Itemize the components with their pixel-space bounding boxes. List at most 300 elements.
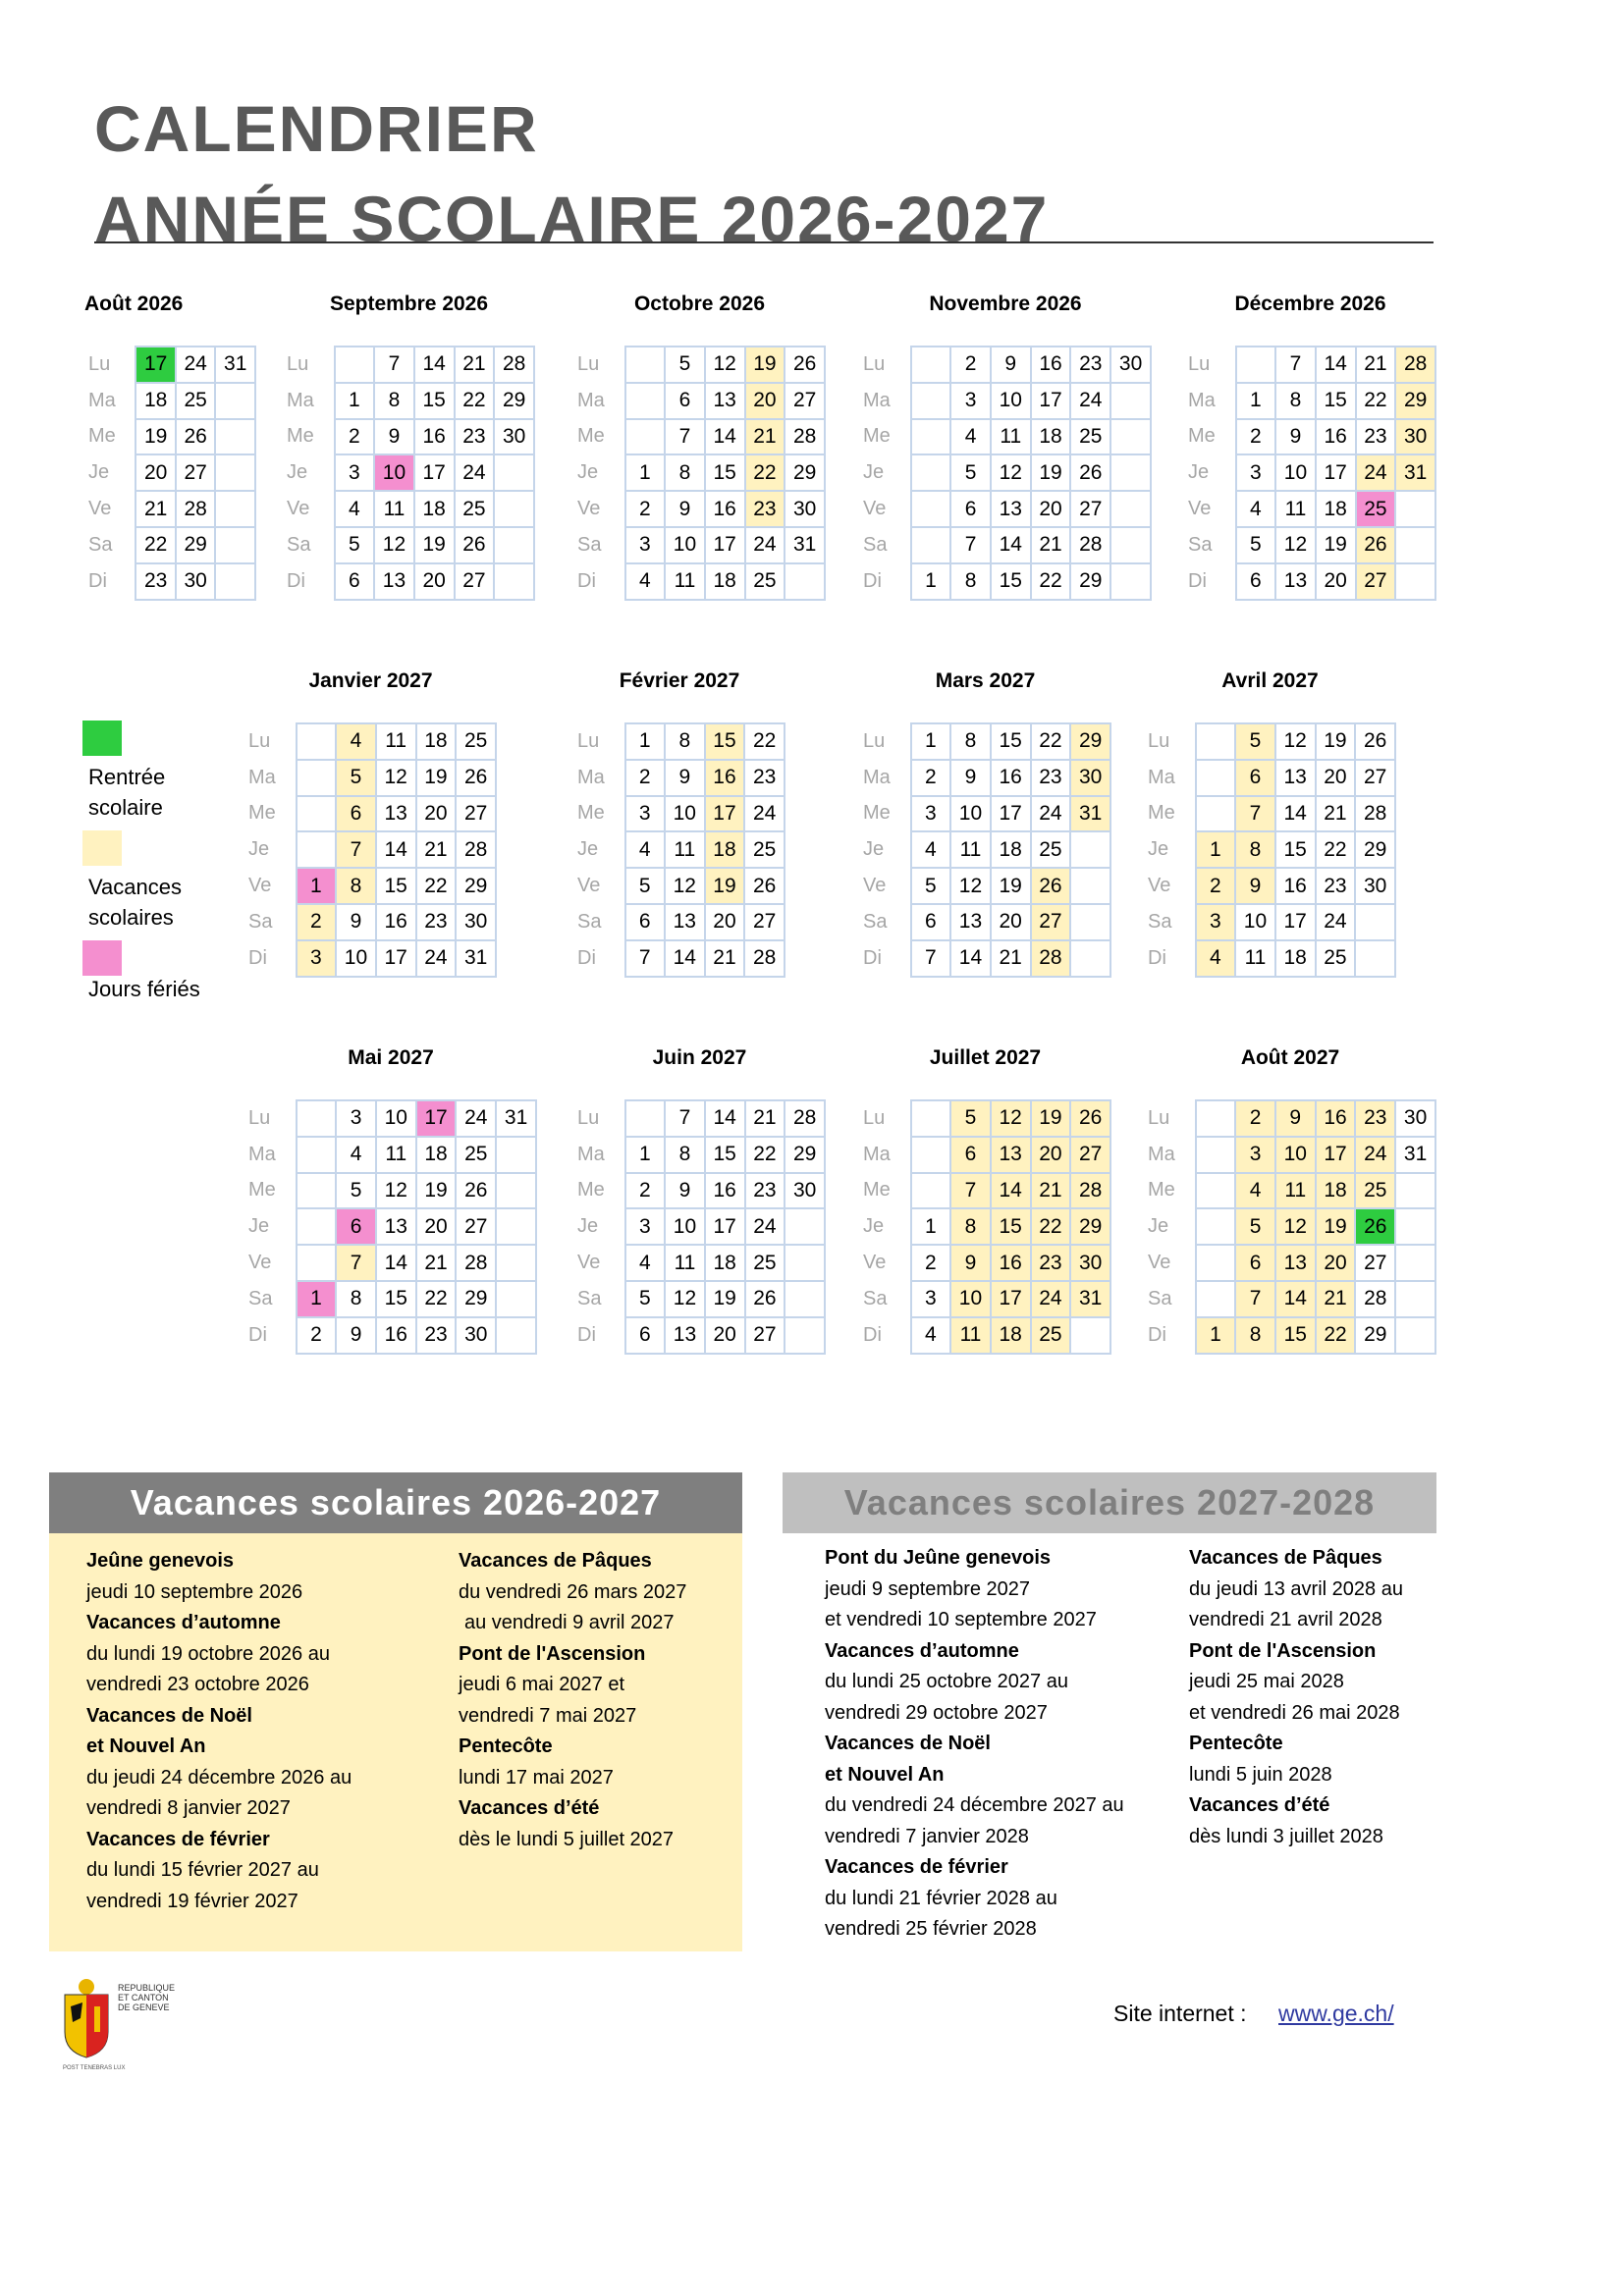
week-row bbox=[244, 1208, 536, 1245]
week-row bbox=[573, 831, 785, 868]
week-row bbox=[84, 527, 255, 563]
week-row bbox=[573, 1281, 825, 1317]
day-cell: 16 bbox=[376, 1317, 416, 1354]
week-row bbox=[573, 1100, 825, 1137]
day-cell: 31 bbox=[496, 1100, 536, 1137]
day-cell: 25 bbox=[1070, 419, 1110, 455]
week-row bbox=[859, 831, 1110, 868]
month-title: Août 2026 bbox=[84, 293, 184, 315]
day-cell: 4 bbox=[336, 1137, 376, 1173]
day-cell: 9 bbox=[336, 904, 376, 940]
day-label: Me bbox=[1148, 1179, 1175, 1201]
day-cell bbox=[1110, 491, 1151, 527]
day-cell: 24 bbox=[745, 527, 785, 563]
day-cell: 15 bbox=[376, 1281, 416, 1317]
day-cell: 8 bbox=[1235, 831, 1275, 868]
day-label: Je bbox=[248, 838, 270, 861]
day-cell: 18 bbox=[416, 1137, 457, 1173]
day-cell: 11 bbox=[1275, 491, 1316, 527]
day-cell: 28 bbox=[1070, 1173, 1110, 1209]
day-cell: 9 bbox=[950, 1245, 991, 1281]
day-cell: 30 bbox=[1070, 760, 1110, 796]
day-cell: 7 bbox=[665, 419, 705, 455]
day-cell bbox=[215, 454, 255, 491]
day-cell: 17 bbox=[1316, 454, 1356, 491]
day-cell bbox=[911, 383, 951, 419]
day-cell: 26 bbox=[1031, 868, 1071, 904]
day-cell bbox=[625, 419, 666, 455]
month-table bbox=[859, 722, 1111, 978]
holiday-heading: Vacances d’automne bbox=[86, 1612, 281, 1633]
week-row bbox=[283, 419, 534, 455]
day-cell: 7 bbox=[336, 1245, 376, 1281]
holiday-dates: lundi 17 mai 2027 bbox=[459, 1766, 614, 1789]
day-cell: 28 bbox=[1355, 1281, 1395, 1317]
day-cell: 9 bbox=[950, 760, 991, 796]
day-cell: 16 bbox=[414, 419, 455, 455]
day-cell: 21 bbox=[1031, 1173, 1071, 1209]
day-cell: 13 bbox=[950, 904, 991, 940]
day-cell bbox=[496, 1317, 536, 1354]
day-cell: 27 bbox=[744, 904, 785, 940]
day-cell: 3 bbox=[950, 383, 991, 419]
day-cell bbox=[1395, 1281, 1435, 1317]
holiday-heading: Vacances de Pâques bbox=[459, 1550, 652, 1572]
day-cell: 15 bbox=[1316, 383, 1356, 419]
day-cell: 8 bbox=[374, 383, 414, 419]
day-label: Lu bbox=[863, 1106, 886, 1129]
week-row bbox=[1144, 1208, 1435, 1245]
day-cell: 19 bbox=[1316, 723, 1356, 760]
page-subtitle: ANNÉE SCOLAIRE 2026-2027 bbox=[94, 183, 1050, 255]
day-cell: 19 bbox=[705, 1281, 745, 1317]
day-cell: 12 bbox=[705, 347, 745, 383]
day-cell: 13 bbox=[1275, 760, 1316, 796]
week-row bbox=[859, 527, 1151, 563]
week-row bbox=[244, 831, 496, 868]
day-cell: 26 bbox=[1355, 1208, 1395, 1245]
week-row bbox=[859, 1281, 1110, 1317]
day-cell: 9 bbox=[665, 1173, 705, 1209]
day-cell: 30 bbox=[1395, 1100, 1435, 1137]
day-label: Je bbox=[88, 461, 110, 484]
day-cell: 4 bbox=[911, 831, 951, 868]
day-cell: 15 bbox=[705, 723, 745, 760]
vacances-2027-2028-title: Vacances scolaires 2027-2028 bbox=[783, 1472, 1436, 1533]
week-row bbox=[1184, 527, 1435, 563]
week-row bbox=[573, 1317, 825, 1354]
day-cell: 5 bbox=[1235, 723, 1275, 760]
day-label: Ma bbox=[863, 1143, 891, 1165]
day-cell: 7 bbox=[911, 940, 951, 977]
week-row bbox=[1184, 491, 1435, 527]
day-label: Lu bbox=[88, 352, 111, 375]
day-cell: 11 bbox=[991, 419, 1031, 455]
day-cell: 31 bbox=[1395, 454, 1435, 491]
day-label: Je bbox=[1148, 838, 1169, 861]
day-cell: 30 bbox=[1355, 868, 1395, 904]
day-cell: 26 bbox=[745, 1281, 785, 1317]
day-label: Me bbox=[248, 802, 276, 825]
day-cell: 16 bbox=[991, 760, 1031, 796]
day-cell: 29 bbox=[456, 1281, 496, 1317]
day-cell: 17 bbox=[705, 1208, 745, 1245]
holiday-dates: du lundi 25 octobre 2027 au bbox=[825, 1671, 1068, 1692]
day-cell bbox=[297, 796, 337, 832]
day-label: Ve bbox=[863, 1252, 887, 1274]
day-label: Ve bbox=[577, 875, 601, 897]
legend-rentree-swatch bbox=[82, 721, 122, 756]
week-row bbox=[1144, 831, 1395, 868]
logo-text-line3: DE GENEVE bbox=[118, 2002, 170, 2012]
day-cell: 3 bbox=[625, 796, 665, 832]
week-row bbox=[859, 796, 1110, 832]
day-cell: 29 bbox=[785, 1137, 825, 1173]
day-cell: 23 bbox=[1356, 419, 1396, 455]
day-cell: 25 bbox=[1356, 491, 1396, 527]
day-cell bbox=[911, 454, 951, 491]
day-label: Ve bbox=[88, 498, 112, 520]
day-cell: 23 bbox=[416, 904, 457, 940]
week-row bbox=[1144, 940, 1395, 977]
day-cell: 10 bbox=[665, 796, 705, 832]
day-cell: 18 bbox=[991, 831, 1031, 868]
day-cell: 20 bbox=[135, 454, 176, 491]
day-cell: 18 bbox=[1275, 940, 1316, 977]
month-table bbox=[1144, 1099, 1436, 1355]
day-label: Sa bbox=[863, 910, 888, 933]
day-cell: 19 bbox=[745, 347, 785, 383]
day-cell: 28 bbox=[176, 491, 216, 527]
day-cell: 13 bbox=[376, 796, 416, 832]
site-link[interactable]: www.ge.ch/ bbox=[1278, 2001, 1394, 2026]
day-label: Lu bbox=[248, 1106, 271, 1129]
day-cell: 24 bbox=[176, 347, 216, 383]
day-cell: 6 bbox=[950, 1137, 991, 1173]
day-cell bbox=[496, 1281, 536, 1317]
day-cell: 19 bbox=[1031, 454, 1071, 491]
day-cell: 1 bbox=[911, 723, 951, 760]
day-cell: 9 bbox=[374, 419, 414, 455]
day-label: Me bbox=[577, 425, 605, 448]
day-cell: 21 bbox=[745, 1100, 785, 1137]
day-cell: 4 bbox=[625, 563, 666, 600]
day-cell bbox=[215, 419, 255, 455]
holiday-heading: Vacances de Pâques bbox=[1189, 1547, 1382, 1569]
day-label: Lu bbox=[1188, 352, 1211, 375]
week-row bbox=[573, 1137, 825, 1173]
day-cell: 15 bbox=[376, 868, 416, 904]
day-cell: 19 bbox=[135, 419, 176, 455]
day-cell: 8 bbox=[950, 723, 991, 760]
day-cell: 19 bbox=[416, 1173, 457, 1209]
week-row bbox=[573, 347, 825, 383]
day-cell: 20 bbox=[705, 1317, 745, 1354]
day-cell: 21 bbox=[705, 940, 745, 977]
day-cell: 26 bbox=[455, 527, 495, 563]
day-label: Ve bbox=[287, 498, 310, 520]
day-cell: 4 bbox=[950, 419, 991, 455]
day-cell: 11 bbox=[665, 831, 705, 868]
day-label: Sa bbox=[863, 533, 888, 556]
holiday-dates: et vendredi 10 septembre 2027 bbox=[825, 1609, 1097, 1630]
month-table bbox=[573, 722, 785, 978]
week-row bbox=[283, 527, 534, 563]
month-table bbox=[283, 346, 535, 601]
day-cell bbox=[1070, 940, 1110, 977]
day-cell bbox=[1196, 796, 1236, 832]
legend-vacances-swatch bbox=[82, 830, 122, 866]
day-cell: 27 bbox=[1356, 563, 1396, 600]
day-cell: 14 bbox=[705, 1100, 745, 1137]
day-cell: 6 bbox=[625, 904, 665, 940]
week-row bbox=[573, 491, 825, 527]
day-cell: 7 bbox=[625, 940, 665, 977]
day-cell: 6 bbox=[950, 491, 991, 527]
day-label: Ve bbox=[577, 1252, 601, 1274]
day-cell bbox=[1355, 904, 1395, 940]
day-cell bbox=[335, 347, 375, 383]
day-cell: 15 bbox=[1275, 1317, 1316, 1354]
day-label: Di bbox=[88, 569, 107, 592]
month-title: Mars 2027 bbox=[935, 669, 1036, 692]
day-cell: 7 bbox=[1235, 1281, 1275, 1317]
day-label: Ma bbox=[577, 1143, 605, 1165]
day-cell: 14 bbox=[1275, 1281, 1316, 1317]
day-cell bbox=[1395, 1245, 1435, 1281]
holiday-heading: et Nouvel An bbox=[825, 1763, 945, 1786]
month-title: Janvier 2027 bbox=[308, 669, 433, 692]
week-row bbox=[573, 563, 825, 600]
day-label: Je bbox=[863, 838, 885, 861]
day-cell: 20 bbox=[416, 796, 457, 832]
week-row bbox=[1144, 760, 1395, 796]
day-cell: 24 bbox=[455, 454, 495, 491]
day-cell bbox=[1110, 563, 1151, 600]
day-cell: 19 bbox=[1031, 1100, 1071, 1137]
logo-motto: POST TENEBRAS LUX bbox=[63, 2065, 126, 2071]
day-cell bbox=[1110, 383, 1151, 419]
day-cell: 3 bbox=[1196, 904, 1236, 940]
day-cell: 21 bbox=[135, 491, 176, 527]
day-cell: 5 bbox=[336, 1173, 376, 1209]
day-label: Ma bbox=[287, 389, 314, 411]
holiday-dates: du lundi 15 février 2027 au bbox=[86, 1859, 319, 1881]
holiday-dates: vendredi 25 février 2028 bbox=[825, 1918, 1037, 1940]
day-cell: 2 bbox=[335, 419, 375, 455]
day-cell: 17 bbox=[1316, 1137, 1356, 1173]
day-label: Ve bbox=[863, 875, 887, 897]
legend-rentree-label: Rentrée scolaire bbox=[88, 765, 166, 820]
day-cell: 7 bbox=[374, 347, 414, 383]
day-cell: 27 bbox=[1355, 1245, 1395, 1281]
holiday-dates: vendredi 8 janvier 2027 bbox=[86, 1797, 291, 1819]
day-cell bbox=[1070, 831, 1110, 868]
week-row bbox=[573, 868, 785, 904]
day-cell: 14 bbox=[376, 831, 416, 868]
week-row bbox=[859, 1245, 1110, 1281]
week-row bbox=[573, 383, 825, 419]
day-label: Ma bbox=[1188, 389, 1216, 411]
week-row bbox=[1184, 454, 1435, 491]
day-cell: 5 bbox=[1235, 1208, 1275, 1245]
month-title: Septembre 2026 bbox=[329, 293, 489, 315]
holiday-dates: vendredi 29 octobre 2027 bbox=[825, 1701, 1048, 1724]
week-row bbox=[859, 760, 1110, 796]
day-cell: 11 bbox=[374, 491, 414, 527]
day-label: Sa bbox=[248, 910, 273, 933]
geneva-logo bbox=[61, 1973, 198, 2071]
day-cell: 12 bbox=[376, 1173, 416, 1209]
day-label: Je bbox=[863, 461, 885, 484]
day-cell: 17 bbox=[416, 1100, 457, 1137]
day-cell: 26 bbox=[1356, 527, 1396, 563]
month-table bbox=[859, 1099, 1111, 1355]
week-row bbox=[244, 796, 496, 832]
day-cell: 25 bbox=[456, 1137, 496, 1173]
holiday-dates: vendredi 7 mai 2027 bbox=[459, 1704, 637, 1727]
day-cell: 1 bbox=[1236, 383, 1276, 419]
week-row bbox=[859, 868, 1110, 904]
day-cell: 26 bbox=[176, 419, 216, 455]
day-cell: 24 bbox=[1355, 1137, 1395, 1173]
day-cell: 20 bbox=[414, 563, 455, 600]
day-cell: 1 bbox=[1196, 831, 1236, 868]
day-label: Me bbox=[863, 1179, 891, 1201]
day-cell bbox=[1395, 1173, 1435, 1209]
day-cell: 31 bbox=[785, 527, 825, 563]
site-label: Site internet : bbox=[1113, 2001, 1247, 2026]
day-cell: 5 bbox=[1236, 527, 1276, 563]
day-cell: 20 bbox=[1031, 1137, 1071, 1173]
week-row bbox=[573, 1208, 825, 1245]
holiday-heading: Pont du Jeûne genevois bbox=[825, 1547, 1052, 1569]
day-cell: 5 bbox=[336, 760, 376, 796]
week-row bbox=[244, 1137, 536, 1173]
holiday-dates: du jeudi 13 avril 2028 au bbox=[1189, 1577, 1403, 1600]
holiday-dates: jeudi 25 mai 2028 bbox=[1189, 1671, 1344, 1692]
day-cell: 1 bbox=[625, 1137, 666, 1173]
day-cell: 8 bbox=[336, 1281, 376, 1317]
day-cell: 10 bbox=[665, 1208, 705, 1245]
day-cell: 25 bbox=[455, 491, 495, 527]
day-cell: 22 bbox=[416, 1281, 457, 1317]
day-cell: 14 bbox=[991, 1173, 1031, 1209]
day-cell: 11 bbox=[1275, 1173, 1316, 1209]
day-label: Di bbox=[863, 946, 882, 969]
day-cell: 22 bbox=[1316, 1317, 1356, 1354]
day-cell: 5 bbox=[950, 1100, 991, 1137]
week-row bbox=[244, 1173, 536, 1209]
day-cell: 31 bbox=[456, 940, 496, 977]
holiday-dates: lundi 5 juin 2028 bbox=[1189, 1763, 1332, 1786]
day-cell: 26 bbox=[744, 868, 785, 904]
day-cell: 8 bbox=[1275, 383, 1316, 419]
day-cell: 26 bbox=[1070, 1100, 1110, 1137]
day-cell: 10 bbox=[336, 940, 376, 977]
week-row bbox=[859, 419, 1151, 455]
day-cell: 14 bbox=[1316, 347, 1356, 383]
day-label: Sa bbox=[577, 533, 602, 556]
day-cell: 2 bbox=[911, 1245, 951, 1281]
day-cell: 30 bbox=[1070, 1245, 1110, 1281]
day-cell: 8 bbox=[665, 723, 705, 760]
day-cell: 8 bbox=[1235, 1317, 1275, 1354]
holiday-heading: Vacances de Noël bbox=[825, 1733, 991, 1754]
day-label: Di bbox=[287, 569, 305, 592]
day-cell: 3 bbox=[1236, 454, 1276, 491]
day-cell: 13 bbox=[665, 904, 705, 940]
day-cell: 2 bbox=[297, 904, 337, 940]
day-cell bbox=[1070, 904, 1110, 940]
day-label: Ma bbox=[248, 1143, 276, 1165]
day-cell: 6 bbox=[1235, 760, 1275, 796]
day-cell: 29 bbox=[1070, 563, 1110, 600]
holiday-dates: du jeudi 24 décembre 2026 au bbox=[86, 1766, 352, 1789]
day-cell bbox=[1395, 527, 1435, 563]
holiday-heading: Vacances d’été bbox=[459, 1797, 600, 1819]
day-cell: 10 bbox=[1235, 904, 1275, 940]
day-cell: 12 bbox=[665, 868, 705, 904]
holiday-heading: et Nouvel An bbox=[86, 1735, 206, 1757]
day-cell: 4 bbox=[1235, 1173, 1275, 1209]
holiday-dates: du lundi 19 octobre 2026 au bbox=[86, 1642, 330, 1665]
week-row bbox=[859, 1208, 1110, 1245]
day-label: Je bbox=[287, 461, 308, 484]
holiday-dates: au vendredi 9 avril 2027 bbox=[464, 1612, 675, 1633]
day-cell bbox=[911, 347, 951, 383]
week-row bbox=[859, 723, 1110, 760]
day-cell bbox=[911, 491, 951, 527]
day-cell bbox=[1196, 1100, 1236, 1137]
month-title: Février 2027 bbox=[619, 669, 740, 692]
month-table bbox=[573, 346, 826, 601]
day-cell: 25 bbox=[456, 723, 496, 760]
holiday-dates: du vendredi 26 mars 2027 bbox=[459, 1580, 687, 1603]
week-row bbox=[283, 491, 534, 527]
day-cell: 21 bbox=[416, 1245, 457, 1281]
day-cell: 28 bbox=[1031, 940, 1071, 977]
day-cell bbox=[494, 491, 534, 527]
day-cell bbox=[911, 1173, 951, 1209]
day-cell: 25 bbox=[176, 383, 216, 419]
day-cell bbox=[1110, 419, 1151, 455]
day-cell: 4 bbox=[625, 831, 665, 868]
day-cell: 21 bbox=[1316, 1281, 1356, 1317]
week-row bbox=[859, 904, 1110, 940]
day-cell: 10 bbox=[665, 527, 705, 563]
day-cell: 29 bbox=[1395, 383, 1435, 419]
day-cell: 6 bbox=[625, 1317, 666, 1354]
day-cell: 6 bbox=[335, 563, 375, 600]
day-cell: 15 bbox=[705, 454, 745, 491]
day-cell: 3 bbox=[336, 1100, 376, 1137]
day-cell: 8 bbox=[665, 1137, 705, 1173]
day-cell: 30 bbox=[456, 1317, 496, 1354]
day-cell: 14 bbox=[414, 347, 455, 383]
day-cell bbox=[215, 383, 255, 419]
day-cell: 16 bbox=[991, 1245, 1031, 1281]
day-cell bbox=[297, 760, 337, 796]
month-table bbox=[244, 1099, 537, 1355]
day-cell: 21 bbox=[416, 831, 457, 868]
day-cell: 17 bbox=[991, 1281, 1031, 1317]
day-cell: 12 bbox=[374, 527, 414, 563]
day-cell bbox=[297, 1245, 337, 1281]
day-cell: 14 bbox=[665, 940, 705, 977]
day-cell: 22 bbox=[455, 383, 495, 419]
day-cell: 21 bbox=[1031, 527, 1071, 563]
